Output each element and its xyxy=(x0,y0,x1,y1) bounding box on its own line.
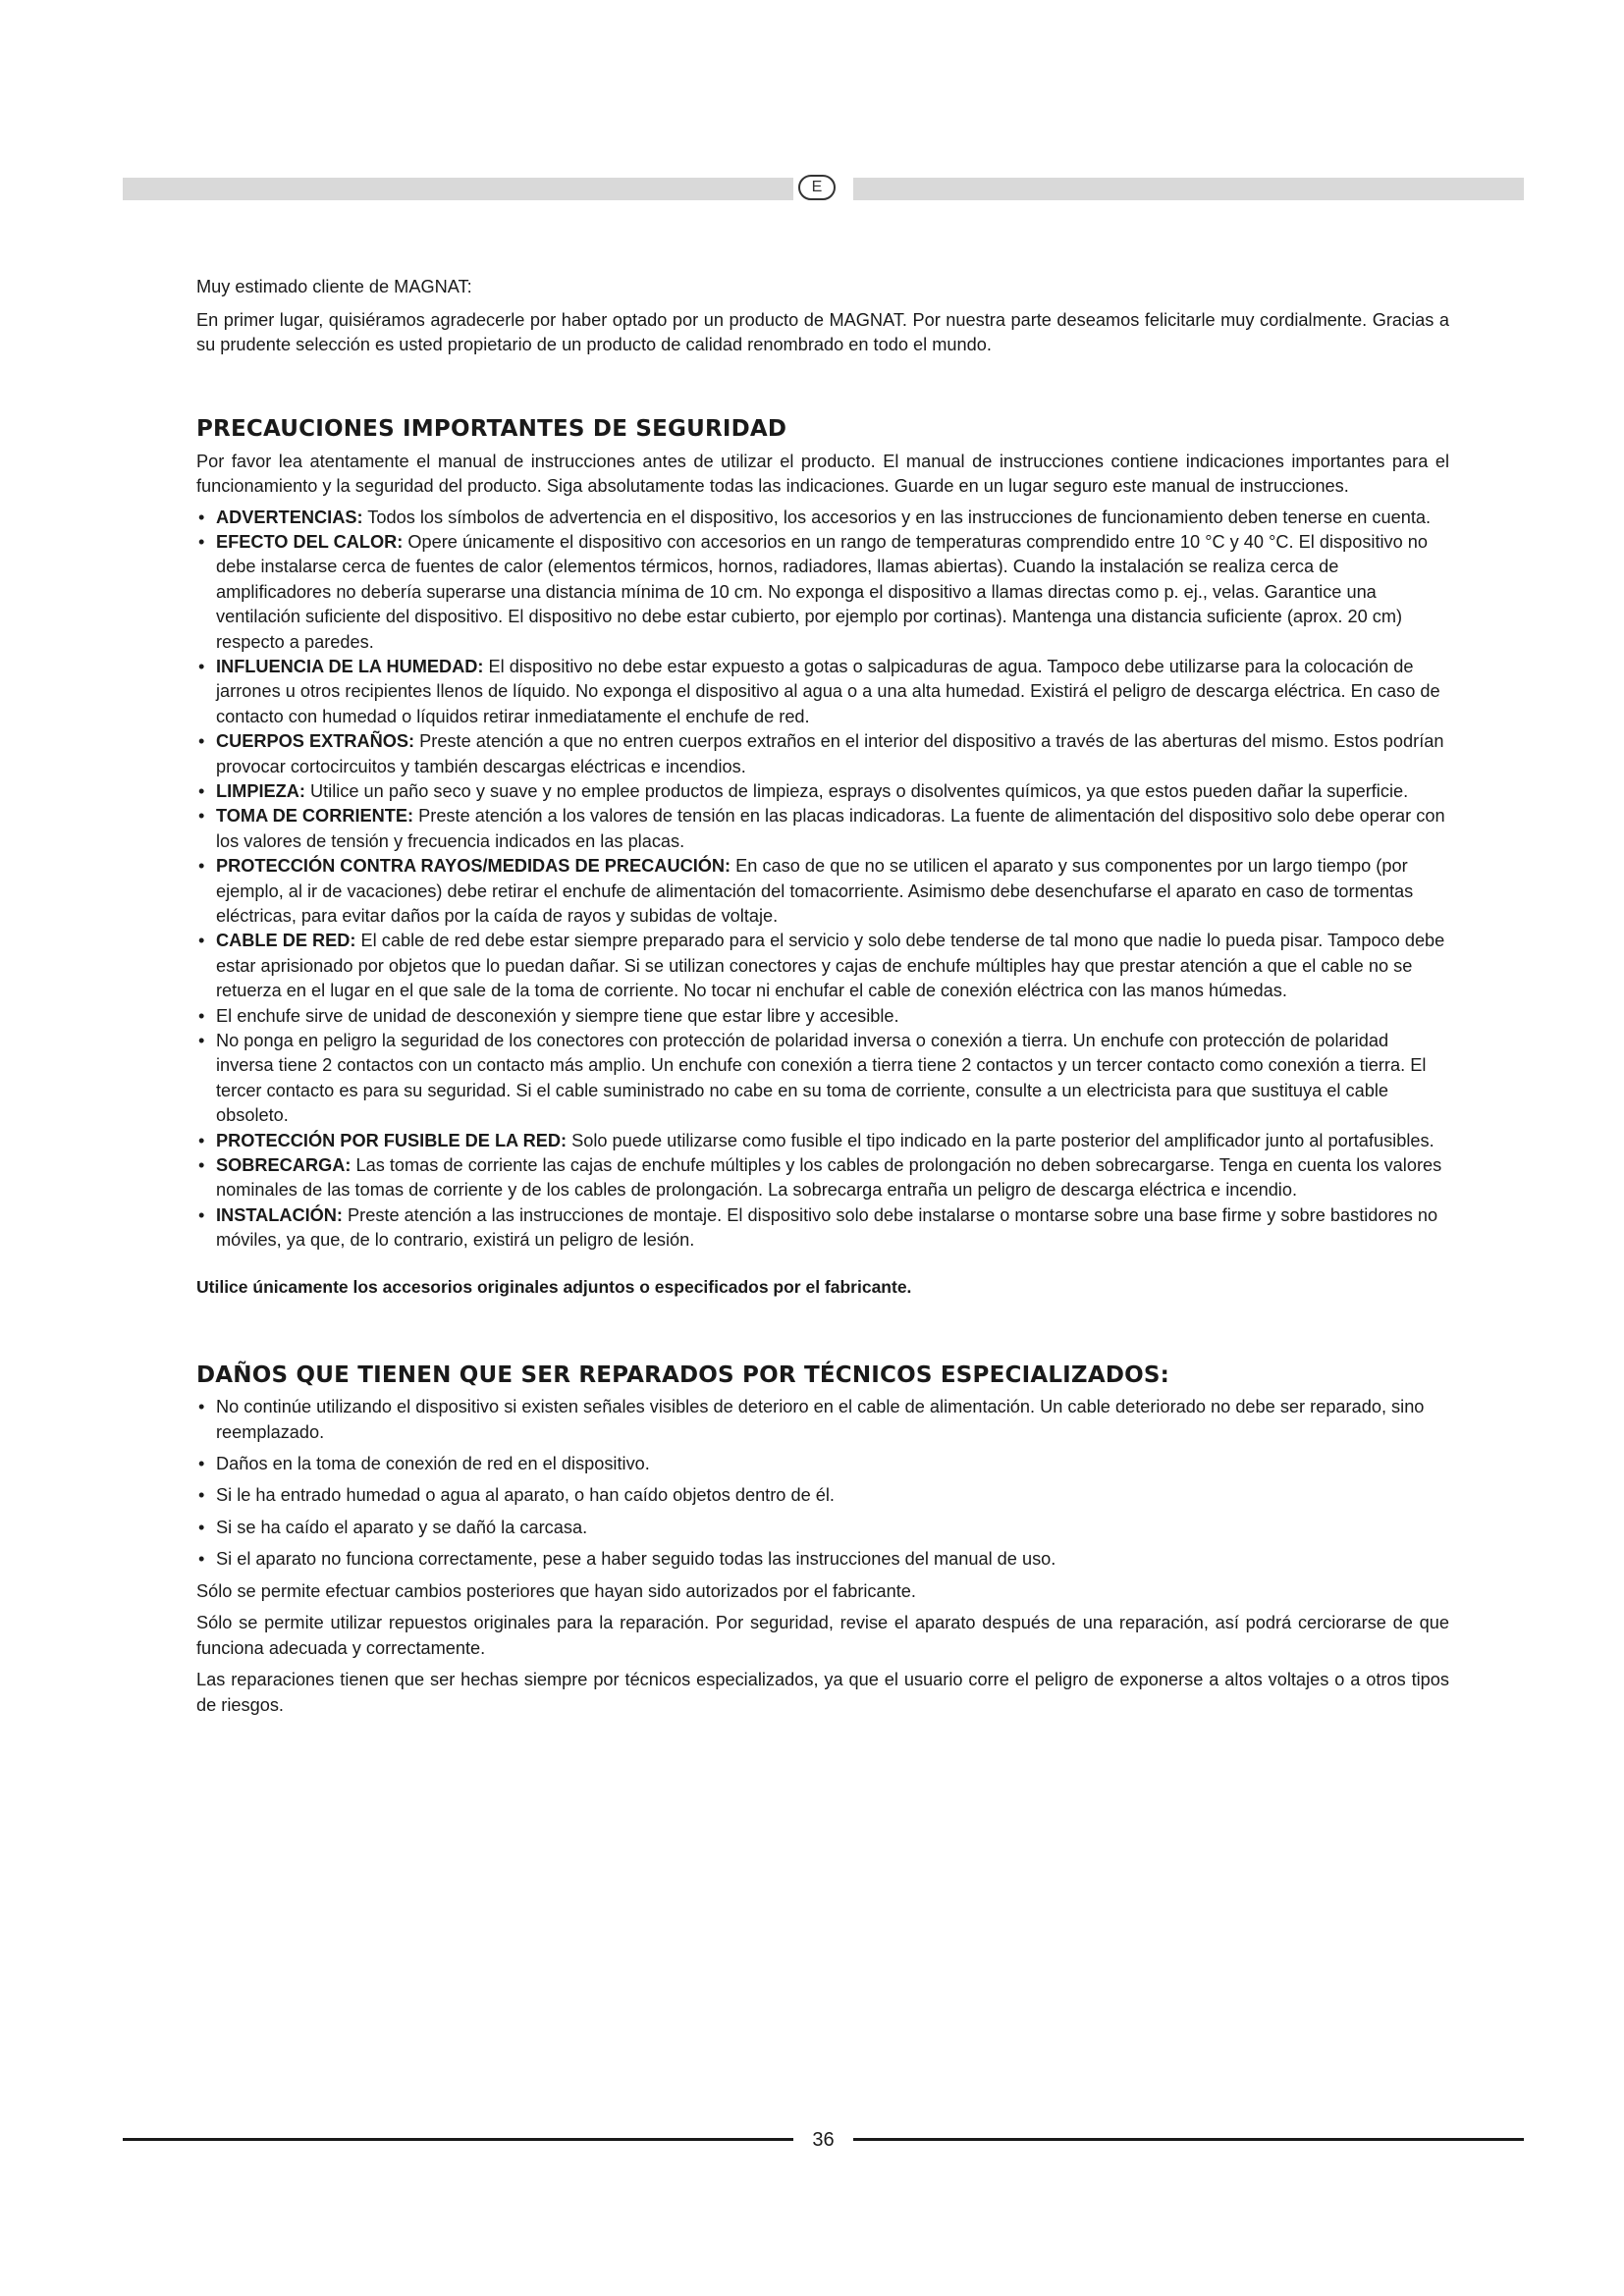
language-badge: E xyxy=(798,175,836,200)
list-item: • Si se ha caído el aparato y se dañó la carcasa. xyxy=(196,1516,1449,1540)
list-item: • Si el aparato no funciona correctamente, pese a haber seguido todas las instrucciones del manual de uso. xyxy=(196,1547,1449,1572)
list-item xyxy=(196,655,1449,729)
item-label: EFECTO DEL CALOR: xyxy=(216,531,404,552)
item-label: CUERPOS EXTRAÑOS: xyxy=(216,731,415,752)
list-item xyxy=(196,530,1449,655)
list-item xyxy=(196,854,1449,929)
item-text: Utilice un paño seco y suave y no emplee productos de limpieza, esprays o disolventes químicos, ya que estos pueden dañar la superficie. xyxy=(304,780,1409,801)
item-label: INFLUENCIA DE LA HUMEDAD: xyxy=(216,656,484,676)
item-text: En caso de que no se utilicen el aparato y sus componentes por un largo tiempo (por ejemplo, al ir de vacaciones) debe retirar el enchufe de alimentación del tomacorriente. Asimismo debe desenchufarse el aparato en caso de tormentas eléctricas, para evitar daños por la caída de rayos y subidas de voltaje. xyxy=(216,856,1414,926)
item-label: ADVERTENCIAS: xyxy=(216,507,363,527)
list-item xyxy=(196,1029,1449,1129)
safety-list xyxy=(196,506,1449,1254)
list-item xyxy=(196,1004,1449,1029)
footer-rule-right xyxy=(853,2138,1524,2141)
list-item xyxy=(196,1153,1449,1203)
page-number: 36 xyxy=(812,2129,835,2151)
list-item xyxy=(196,506,1449,530)
list-item: • Si le ha entrado humedad o agua al aparato, o han caído objetos dentro de él. xyxy=(196,1483,1449,1508)
page-content xyxy=(196,275,1449,1725)
list-item xyxy=(196,804,1449,854)
item-text: Preste atención a que no entren cuerpos extraños en el interior del dispositivo a través de las aberturas del mismo. Estos podrían provocar cortocircuitos y también descargas eléctricas e incendios. xyxy=(216,731,1444,776)
header-bar-right xyxy=(853,178,1524,200)
item-text: Todos los símbolos de advertencia en el dispositivo, los accesorios y en las instrucciones de funcionamiento deben tenerse en cuenta. xyxy=(362,507,1432,527)
safety-intro: Por favor lea atentamente el manual de instrucciones antes de utilizar el producto. El manual de instrucciones contiene indicaciones importantes para el funcionamiento y la seguridad del producto. Siga absolutamente todas las indicaciones. Guarde en un lugar seguro este manual de instrucciones. xyxy=(196,451,1449,496)
list-item xyxy=(196,1203,1449,1254)
list-item xyxy=(196,779,1449,804)
list-item xyxy=(196,1129,1449,1153)
header-bar-left xyxy=(123,178,793,200)
item-text: Opere únicamente el dispositivo con accesorios en un rango de temperaturas comprendido entre 10 °C y 40 °C. El dispositivo no debe instalarse cerca de fuentes de calor (elementos térmicos, hornos, radiadores, llamas abiertas). Cuando la instalación se realiza cerca de amplificadores no debería superarse una distancia mínima de 10 cm. No exponga el dispositivo a llamas directas como p. ej., velas. Garantice una ventilación suficiente del dispositivo. El dispositivo no debe estar cubierto, por ejemplo por cortinas). Mantenga una distancia suficiente (aprox. 20 cm) respecto a paredes. xyxy=(216,531,1429,652)
list-item xyxy=(196,729,1449,779)
item-text: Preste atención a los valores de tensión en las placas indicadoras. La fuente de alimentación del dispositivo solo debe operar con los valores de tensión y frecuencia indicados en las placas. xyxy=(216,806,1445,851)
header-bar xyxy=(123,178,1524,200)
item-label: PROTECCIÓN CONTRA RAYOS/MEDIDAS DE PRECAUCIÓN: xyxy=(216,856,731,877)
footer xyxy=(123,2127,1524,2153)
item-text: Preste atención a las instrucciones de montaje. El dispositivo solo debe instalarse o montarse sobre una base firme y sobre bastidores no móviles, ya que, de lo contrario, existirá un peligro de lesión. xyxy=(216,1204,1438,1251)
damage-heading: DAÑOS QUE TIENEN QUE SER REPARADOS POR TÉCNICOS ESPECIALIZADOS: xyxy=(196,1362,1170,1389)
item-text: Las tomas de corriente las cajas de enchufe múltiples y los cables de prolongación no deben sobrecargarse. Tenga en cuenta los valores nominales de las tomas de corriente y de los cables de prolongación. La sobrecarga entraña un peligro de descarga eléctrica e incendio. xyxy=(216,1155,1442,1201)
item-label: PROTECCIÓN POR FUSIBLE DE LA RED: xyxy=(216,1130,568,1150)
damage-paragraph: Sólo se permite utilizar repuestos originales para la reparación. Por seguridad, revise el aparato después de una reparación, así podrá cerciorarse de que funciona adecuada y correctamente. xyxy=(196,1613,1449,1658)
damage-paragraph: Las reparaciones tienen que ser hechas siempre por técnicos especializados, ya que el usuario corre el peligro de exponerse a altos voltajes o a otros tipos de riesgos. xyxy=(196,1670,1449,1715)
item-text: Solo puede utilizarse como fusible el tipo indicado en la parte posterior del amplificador junto al portafusibles. xyxy=(567,1130,1435,1150)
item-text: El enchufe sirve de unidad de desconexión y siempre tiene que estar libre y accesible. xyxy=(216,1005,899,1026)
item-text: No ponga en peligro la seguridad de los conectores con protección de polaridad inversa o conexión a tierra. Un enchufe con protección de polaridad inversa tiene 2 contactos con un contacto más amplio. Un enchufe con conexión a tierra tiene 2 contactos y un tercer contacto como conexión a tierra. El tercer contacto es para su seguridad. Si el cable suministrado no cabe en su toma de corriente, consulte a un electricista para que sustituya el cable obsoleto. xyxy=(216,1031,1427,1126)
damage-list xyxy=(196,1395,1449,1572)
safety-heading: PRECAUCIONES IMPORTANTES DE SEGURIDAD xyxy=(196,415,787,442)
list-item: • Daños en la toma de conexión de red en el dispositivo. xyxy=(196,1452,1449,1476)
item-label: LIMPIEZA: xyxy=(216,780,305,801)
item-text: El dispositivo no debe estar expuesto a gotas o salpicaduras de agua. Tampoco debe utilizarse para la colocación de jarrones u otros recipientes llenos de líquido. No exponga el dispositivo al agua o a una alta humedad. Existirá el peligro de descarga eléctrica. En caso de contacto con humedad o líquidos retirar inmediatamente el enchufe de red. xyxy=(216,656,1440,726)
footer-rule-left xyxy=(123,2138,793,2141)
greeting: Muy estimado cliente de MAGNAT: xyxy=(196,277,472,296)
accessories-note: Utilice únicamente los accesorios originales adjuntos o especificados por el fabricante. xyxy=(196,1276,912,1297)
item-label: TOMA DE CORRIENTE: xyxy=(216,806,414,827)
item-text: El cable de red debe estar siempre preparado para el servicio y solo debe tenderse de tal mono que nadie lo pueda pisar. Tampoco debe estar aprisionado por objetos que lo puedan dañar. Si se utilizan conectores y cajas de enchufe múltiples hay que prestar atención a que el cable no se retuerza en el lugar en el que sale de la toma de corriente. No tocar ni enchufar el cable de conexión eléctrica con las manos húmedas. xyxy=(216,931,1445,1001)
list-item xyxy=(196,929,1449,1003)
item-label: INSTALACIÓN: xyxy=(216,1204,343,1225)
list-item: • No continúe utilizando el dispositivo si existen señales visibles de deterioro en el cable de alimentación. Un cable deteriorado no debe ser reparado, sino reemplazado. xyxy=(196,1395,1449,1445)
item-label: CABLE DE RED: xyxy=(216,931,356,951)
damage-paragraph: Sólo se permite efectuar cambios posteriores que hayan sido autorizados por el fabricante. xyxy=(196,1580,916,1601)
item-label: SOBRECARGA: xyxy=(216,1155,352,1176)
intro-paragraph: En primer lugar, quisiéramos agradecerle por haber optado por un producto de MAGNAT. Por nuestra parte deseamos felicitarle muy cordialmente. Gracias a su prudente selección es usted propietario de un producto de calidad renombrado en todo el mundo. xyxy=(196,309,1449,354)
